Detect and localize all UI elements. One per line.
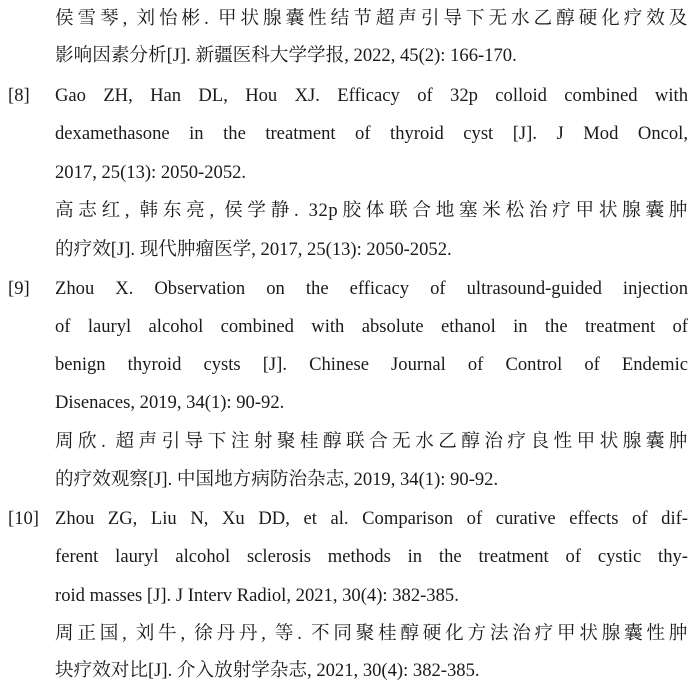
ref7-zh-line-2: 影响因素分析[J]. 新疆医科大学学报, 2022, 45(2): 166-170. — [55, 45, 517, 66]
ref9-en-line-3: benign thyroid cysts [J]. Chinese Journal of Control of Endemic — [55, 354, 688, 375]
ref9-zh-line-1: 周欣. 超声引导下注射聚桂醇联合无水乙醇治疗良性甲状腺囊肿 — [55, 431, 688, 452]
ref9-en-line-2: of lauryl alcohol combined with absolute ethanol in the treatment of — [55, 316, 688, 337]
ref8-en-line-3: 2017, 25(13): 2050-2052. — [55, 162, 247, 183]
ref10-en-line-3: roid masses [J]. J Interv Radiol, 2021, 30(4): 382-385. — [55, 585, 459, 606]
ref8-en-line-2: dexamethasone in the treatment of thyroid cyst [J]. J Mod Oncol, — [55, 123, 688, 144]
ref9-number: [9] — [8, 278, 30, 299]
ref8-en-line-1: Gao ZH, Han DL, Hou XJ. Efficacy of 32p colloid combined with — [55, 85, 688, 106]
ref9-en-line-4: Disenaces, 2019, 34(1): 90-92. — [55, 392, 285, 413]
ref10-number: [10] — [8, 508, 39, 529]
ref8-zh-line-1: 高志红, 韩东亮, 侯学静. 32p胶体联合地塞米松治疗甲状腺囊肿 — [55, 200, 688, 221]
ref10-zh-line-1: 周正国, 刘牛, 徐丹丹, 等. 不同聚桂醇硬化方法治疗甲状腺囊性肿 — [55, 623, 688, 644]
ref10-en-line-2: ferent lauryl alcohol sclerosis methods in the treatment of cystic thy- — [55, 546, 688, 567]
ref9-en-line-1: Zhou X. Observation on the efficacy of ultrasound-guided injection — [55, 278, 688, 299]
ref8-zh-line-2: 的疗效[J]. 现代肿瘤医学, 2017, 25(13): 2050-2052. — [55, 239, 452, 260]
ref10-en-line-1: Zhou ZG, Liu N, Xu DD, et al. Comparison of curative effects of dif- — [55, 508, 688, 529]
ref10-zh-line-2: 块疗效对比[J]. 介入放射学杂志, 2021, 30(4): 382-385. — [55, 660, 480, 681]
ref9-zh-line-2: 的疗效观察[J]. 中国地方病防治杂志, 2019, 34(1): 90-92. — [55, 469, 499, 490]
ref8-number: [8] — [8, 85, 30, 106]
ref7-zh-line-1: 侯雪琴, 刘怡彬. 甲状腺囊性结节超声引导下无水乙醇硬化疗效及 — [55, 8, 688, 29]
